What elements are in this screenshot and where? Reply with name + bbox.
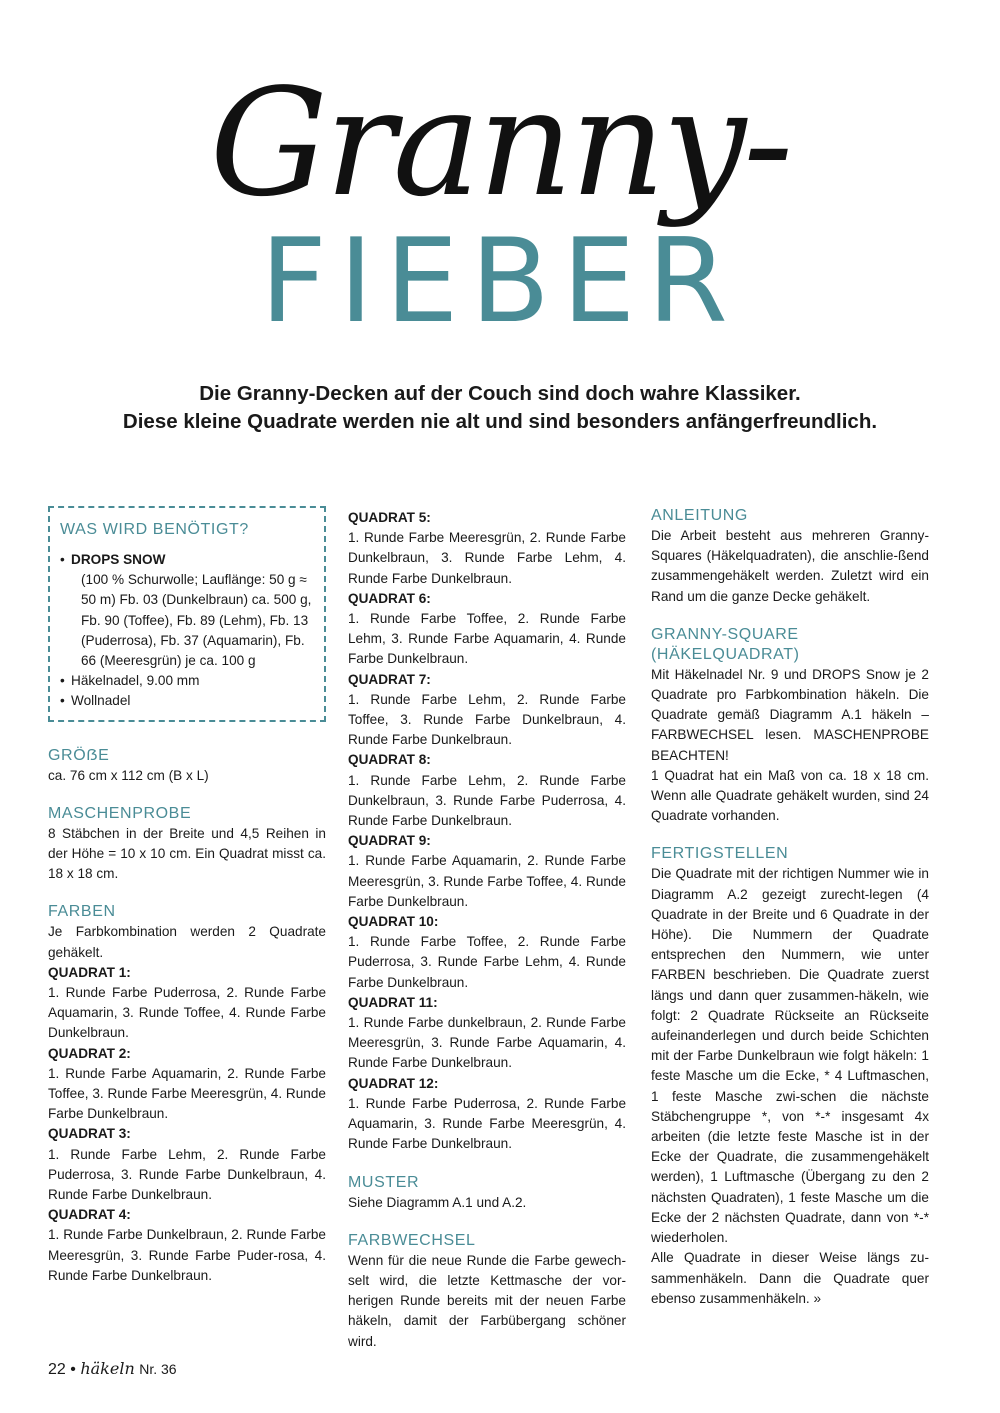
square-label: QUADRAT 4: [48,1207,131,1223]
square-label: QUADRAT 10: [348,914,439,930]
finishing-text-2: Alle Quadrate in dieser Weise längs zu-sammenhäkeln. Dann die Quadrate quer ebenso zusammenhäkeln. » [651,1250,929,1306]
colorchange-heading: FARBWECHSEL [348,1231,476,1249]
materials-heading: WAS WIRD BENÖTIGT? [60,521,249,538]
colorchange-text: Wenn für die neue Runde die Farbe gewech-selt wird, die letzte Kettmasche der vor-herigen Runde bereits mit der neuen Farbe häkeln, damit der Farbübergang schöner wird. [348,1252,626,1349]
colors-heading: FARBEN [48,903,116,921]
square-text: 1. Runde Farbe Meeresgrün, 2. Runde Farbe Dunkelbraun, 3. Runde Farbe Lehm, 4. Runde Farbe Dunkelbraun. [348,530,626,586]
colorchange-section [348,1231,626,1352]
materials-item [60,671,314,691]
page-number: 22 [48,1361,66,1378]
square-label: QUADRAT 8: [348,752,431,768]
gauge-text: 8 Stäbchen in der Breite und 4,5 Reihen in der Höhe = 10 x 10 cm. Ein Quadrat misst ca. 18 x 18 cm. [48,825,326,882]
pattern-text: Siehe Diagramm A.1 und A.2. [348,1194,527,1210]
issue-number: Nr. 36 [139,1361,177,1377]
granny-square-section [651,625,929,827]
square-text: 1. Runde Farbe Dunkelbraun, 2. Runde Farbe Meeresgrün, 3. Runde Farbe Puder-rosa, 4. Runde Farbe Dunkelbraun. [48,1227,326,1283]
page-footer [48,1358,177,1381]
square-text: 1. Runde Farbe Lehm, 2. Runde Farbe Dunkelbraun, 3. Runde Farbe Puderrosa, 4. Runde Farbe Dunkelbraun. [348,772,626,829]
square-text: 1. Runde Farbe Lehm, 2. Runde Farbe Toffee, 3. Runde Farbe Dunkelbraun, 4. Runde Farbe Dunkelbraun. [348,691,626,748]
intro-line-1: Die Granny-Decken auf der Couch sind doch wahre Klassiker. [199,382,801,405]
colors-intro: Je Farbkombination werden 2 Quadrate gehäkelt. [48,924,326,960]
intro-line-2: Diese kleine Quadrate werden nie alt und sind besonders anfängerfreundlich. [122,410,878,433]
colors-section [48,902,326,1286]
gauge-section [48,804,326,885]
square-text: 1. Runde Farbe dunkelbraun, 2. Runde Farbe Meeresgrün, 3. Runde Farbe Aquamarin, 4. Runde Farbe Dunkelbraun. [348,1015,626,1071]
square-text: 1. Runde Farbe Toffee, 2. Runde Farbe Puderrosa, 3. Runde Farbe Lehm, 4. Runde Farbe Dunkelbraun. [348,934,626,990]
materials-item-name: DROPS SNOW [71,552,166,567]
size-text: ca. 76 cm x 112 cm (B x L) [48,767,209,783]
granny-square-text-1: Mit Häkelnadel Nr. 9 und DROPS Snow je 2 Quadrate pro Farbkombination häkeln. Die Quadrate gemäß Diagramm A.1 häkeln – FARBWECHSEL lesen. MASCHENPROBE BEACHTEN! [651,666,929,763]
square-label: QUADRAT 6: [348,590,431,606]
finishing-section [651,844,929,1308]
column-2 [348,508,626,1352]
pattern-heading: MUSTER [348,1173,420,1191]
square-label: QUADRAT 12: [348,1075,439,1091]
size-section [48,746,326,786]
footer-bullet: • [70,1361,76,1378]
materials-box [48,506,326,722]
column-3 [651,506,929,1309]
square-label: QUADRAT 3: [48,1126,131,1142]
materials-list [60,550,314,712]
title-block: FIEBER [260,214,740,349]
granny-square-text-2: 1 Quadrat hat ein Maß von ca. 18 x 18 cm. Wenn alle Quadrate gehäkelt wurden, sind 24 Quadrate vorhanden. [651,767,929,824]
granny-square-heading-2: (HÄKELQUADRAT) [651,645,800,663]
finishing-heading: FERTIGSTELLEN [651,845,789,863]
square-text: 1. Runde Farbe Aquamarin, 2. Runde Farbe Meeresgrün, 3. Runde Farbe Toffee, 4. Runde Farbe Dunkelbraun. [348,853,626,909]
size-heading: GRÖẞE [48,746,110,764]
square-text: 1. Runde Farbe Toffee, 2. Runde Farbe Lehm, 3. Runde Farbe Aquamarin, 4. Runde Farbe Dunkelbraun. [348,611,626,667]
square-label: QUADRAT 1: [48,964,131,980]
materials-item-name: Häkelnadel, 9.00 mm [71,673,200,689]
square-label: QUADRAT 7: [348,671,431,687]
intro-text [40,380,960,436]
materials-item-name: Wollnadel [71,693,131,709]
square-label: QUADRAT 2: [48,1045,131,1061]
finishing-text-1: Die Quadrate mit der richtigen Nummer wie in Diagramm A.2 gezeigt zurecht-legen (4 Quadrate in der Breite und 6 Quadrate in der Höhe). Die Nummern der Quadrate entsprechen den Nummern, wie unter FARBEN beschrieben. Die Quadrate zuerst längs und dann quer zusammen-häkeln, wie folgt: 2 Quadrate Rückseite an Rückseite aufeinanderlegen und durch beide Schichten mit der Farbe Dunkelbraun wie folgt häkeln: 1 feste Masche um die Ecke, * 4 Luftmaschen, 1 feste Masche zwi-schen die nächste Stäbchengruppe *, von *-* insgesamt 4x arbeiten (die letzte feste Masche ist in der Ecke der Quadrate, die zusammengehäkelt werden), 1 Luftmasche (Übergang zu den 2 nächsten Quadraten), 1 feste Masche um die Ecke der 2 nächsten Quadrate, dann von *-* wiederholen. [651,866,929,1246]
square-label: QUADRAT 5: [348,510,431,525]
materials-item [60,550,314,671]
column-1 [48,506,326,1286]
square-label: QUADRAT 11: [348,994,438,1010]
square-label: QUADRAT 9: [348,833,431,849]
gauge-heading: MASCHENPROBE [48,804,192,822]
magazine-name: häkeln [80,1359,135,1378]
instructions-section [651,506,929,607]
square-text: 1. Runde Farbe Puderrosa, 2. Runde Farbe Aquamarin, 3. Runde Toffee, 4. Runde Farbe Dunkelbraun. [48,985,326,1041]
title-script: Granny- [209,57,791,229]
granny-square-heading-1: GRANNY-SQUARE [651,625,799,643]
instructions-heading: ANLEITUNG [651,507,748,524]
materials-item-detail: (100 % Schurwolle; Lauflänge: 50 g ≈ 50 m) Fb. 03 (Dunkelbraun) ca. 500 g, Fb. 90 (Toffee), Fb. 89 (Lehm), Fb. 13 (Puderrosa), Fb. 37 (Aquamarin), Fb. 66 (Meeresgrün) je ca. 100 g [81,572,312,669]
square-text: 1. Runde Farbe Aquamarin, 2. Runde Farbe Toffee, 3. Runde Farbe Meeresgrün, 4. Runde Farbe Dunkelbraun. [48,1065,326,1122]
pattern-section [348,1173,626,1213]
instructions-text: Die Arbeit besteht aus mehreren Granny-Squares (Häkelquadraten), die anschlie-ßend zusammengehäkelt werden. Zuletzt wird ein Rand um die ganze Decke gehäkelt. [651,528,929,604]
materials-item [60,691,314,711]
square-text: 1. Runde Farbe Lehm, 2. Runde Farbe Puderrosa, 3. Runde Farbe Dunkelbraun, 4. Runde Farbe Dunkelbraun. [48,1146,326,1203]
square-text: 1. Runde Farbe Puderrosa, 2. Runde Farbe Aquamarin, 3. Runde Farbe Meeresgrün, 4. Runde Farbe Dunkelbraun. [348,1095,626,1152]
